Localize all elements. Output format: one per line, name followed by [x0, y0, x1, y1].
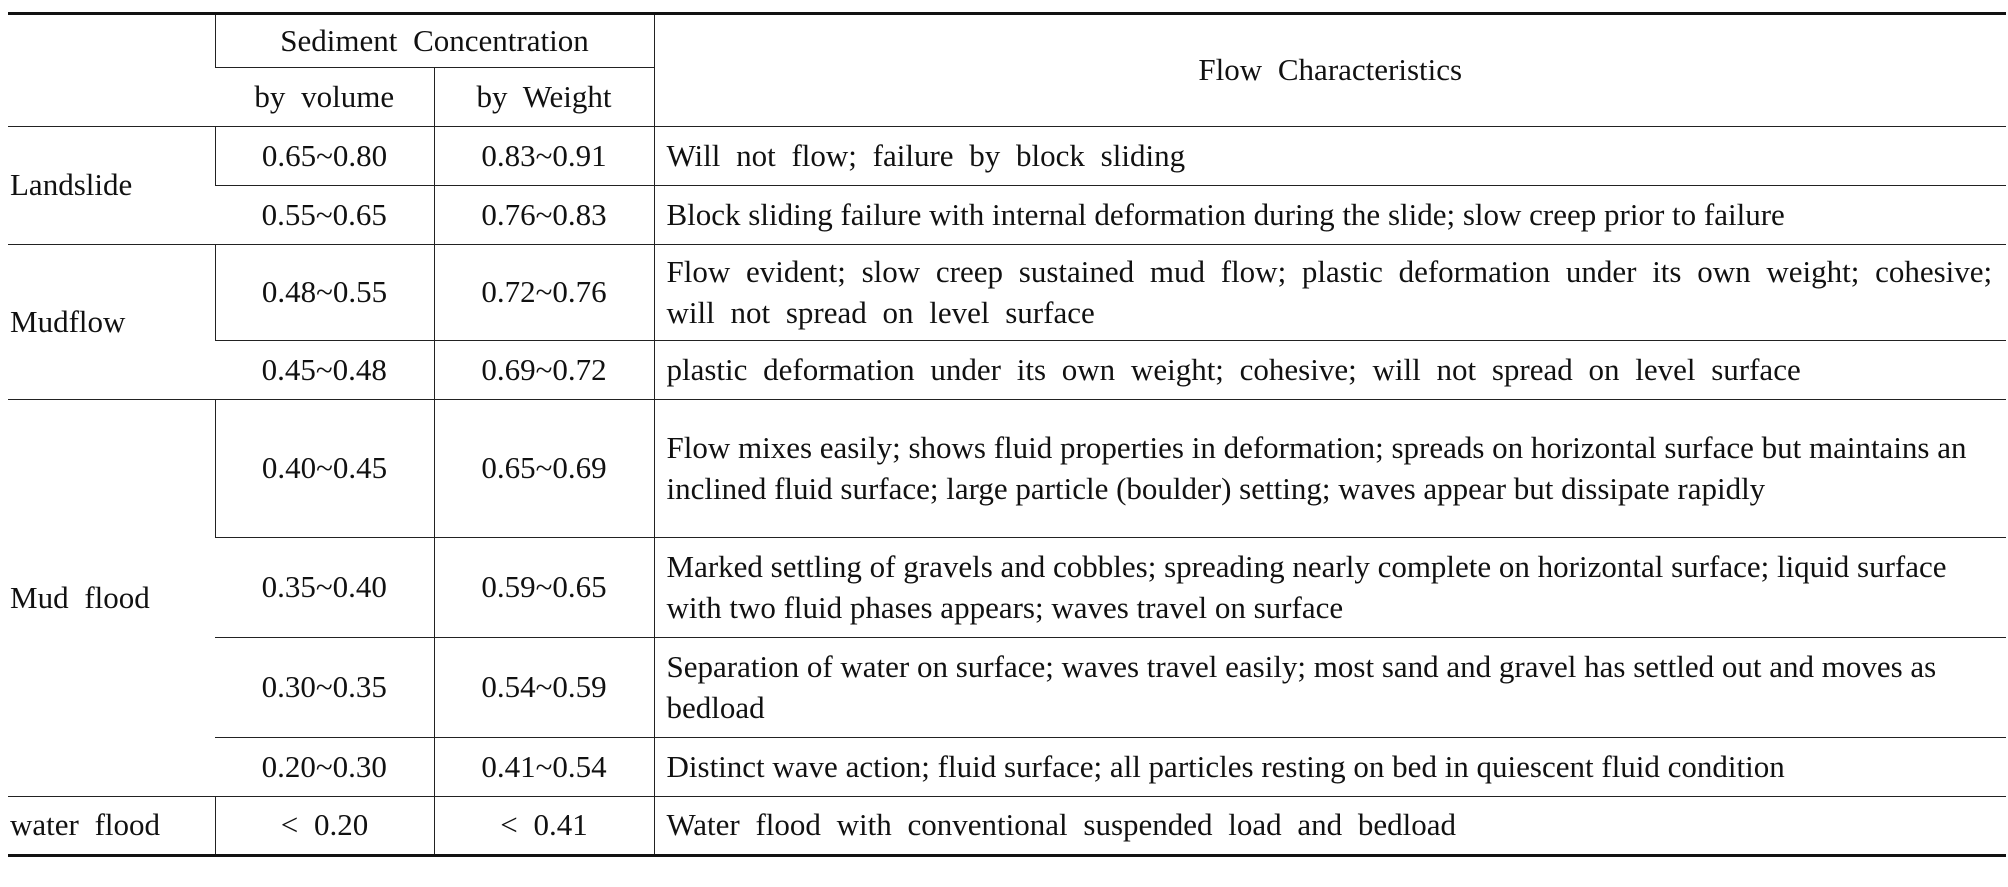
category-landslide: Landslide	[8, 127, 215, 245]
category-mudflow: Mudflow	[8, 245, 215, 400]
weight-cell: 0.59~0.65	[434, 538, 654, 638]
volume-cell: 0.55~0.65	[215, 186, 434, 245]
header-blank-cell	[8, 14, 215, 127]
flow-cell: plastic deformation under its own weight; cohesive; will not spread on level surface	[654, 341, 2006, 400]
flow-cell: Separation of water on surface; waves travel easily; most sand and gravel has settled out and moves as bedload	[654, 638, 2006, 738]
sediment-flow-table	[8, 12, 2006, 857]
weight-cell: 0.65~0.69	[434, 400, 654, 538]
volume-cell: 0.30~0.35	[215, 638, 434, 738]
category-water-flood: water flood	[8, 797, 215, 856]
volume-cell: 0.35~0.40	[215, 538, 434, 638]
weight-cell: 0.83~0.91	[434, 127, 654, 186]
header-by-volume: by volume	[215, 68, 434, 127]
table-row	[8, 738, 2006, 797]
table-row	[8, 538, 2006, 638]
category-mud-flood: Mud flood	[8, 400, 215, 797]
table-row	[8, 400, 2006, 538]
flow-cell: Flow mixes easily; shows fluid properties in deformation; spreads on horizontal surface but maintains an inclined fluid surface; large particle (boulder) setting; waves appear but dissipate rapidly	[654, 400, 2006, 538]
weight-cell: 0.72~0.76	[434, 245, 654, 341]
weight-cell: 0.41~0.54	[434, 738, 654, 797]
table-row	[8, 638, 2006, 738]
weight-cell: 0.69~0.72	[434, 341, 654, 400]
flow-cell: Will not flow; failure by block sliding	[654, 127, 2006, 186]
volume-cell: 0.40~0.45	[215, 400, 434, 538]
table-row	[8, 186, 2006, 245]
flow-cell: Block sliding failure with internal deformation during the slide; slow creep prior to failure	[654, 186, 2006, 245]
table-row	[8, 797, 2006, 856]
volume-cell: 0.65~0.80	[215, 127, 434, 186]
header-flow-characteristics: Flow Characteristics	[654, 14, 2006, 127]
weight-cell: < 0.41	[434, 797, 654, 856]
header-sediment-concentration: Sediment Concentration	[215, 14, 654, 68]
table-row	[8, 127, 2006, 186]
flow-cell: Flow evident; slow creep sustained mud flow; plastic deformation under its own weight; cohesive; will not spread on level surface	[654, 245, 2006, 341]
header-row-1	[8, 14, 2006, 68]
volume-cell: < 0.20	[215, 797, 434, 856]
volume-cell: 0.48~0.55	[215, 245, 434, 341]
weight-cell: 0.76~0.83	[434, 186, 654, 245]
table-row	[8, 245, 2006, 341]
header-by-weight: by Weight	[434, 68, 654, 127]
flow-cell: Water flood with conventional suspended load and bedload	[654, 797, 2006, 856]
flow-cell: Distinct wave action; fluid surface; all particles resting on bed in quiescent fluid condition	[654, 738, 2006, 797]
flow-cell: Marked settling of gravels and cobbles; spreading nearly complete on horizontal surface; liquid surface with two fluid phases appears; waves travel on surface	[654, 538, 2006, 638]
weight-cell: 0.54~0.59	[434, 638, 654, 738]
volume-cell: 0.45~0.48	[215, 341, 434, 400]
table-row	[8, 341, 2006, 400]
volume-cell: 0.20~0.30	[215, 738, 434, 797]
